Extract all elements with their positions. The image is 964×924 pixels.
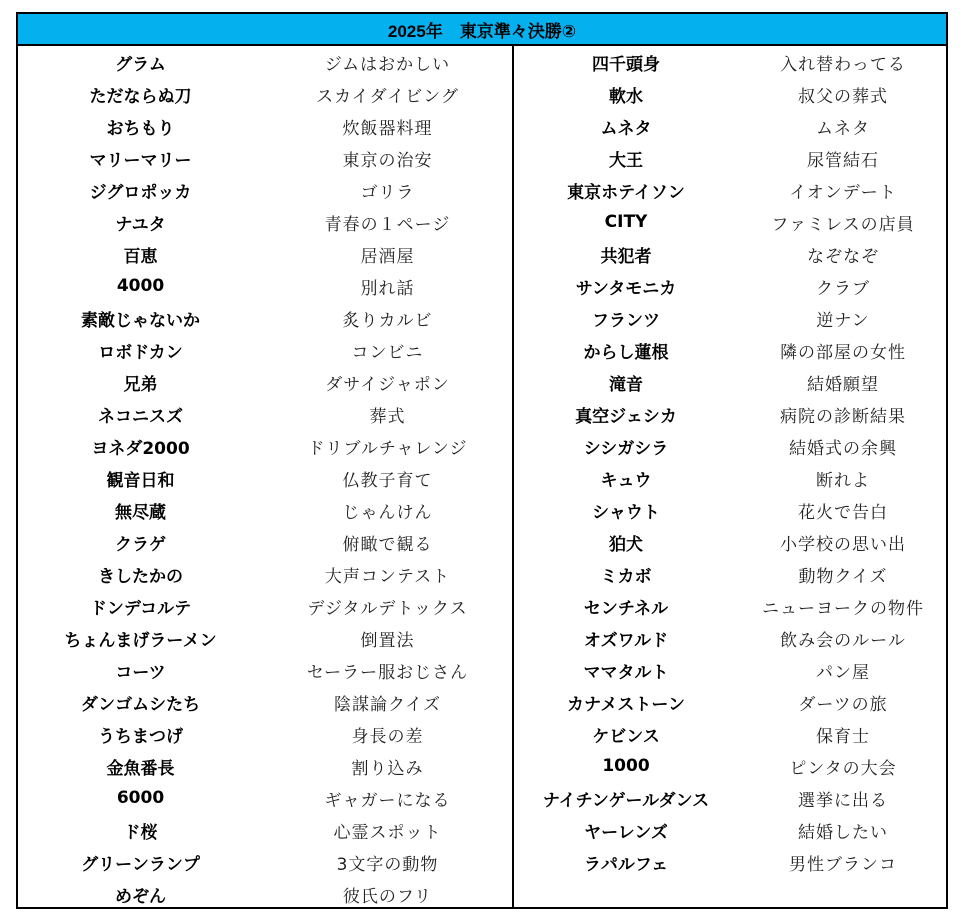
performer-name: ヤーレンズ (584, 822, 668, 843)
performer-name: ちょんまげラーメン (64, 630, 217, 651)
act-title: ギャガーになる (324, 790, 451, 811)
table-row (18, 142, 512, 174)
table-row (514, 558, 948, 590)
table-row (514, 302, 948, 334)
table-row (514, 238, 948, 270)
lineup-columns (18, 46, 946, 907)
act-title: 居酒屋 (360, 246, 415, 267)
table-row (514, 782, 948, 814)
performer-name: 真空ジェシカ (575, 406, 677, 427)
performer-name: クラゲ (115, 534, 166, 555)
table-row (18, 526, 512, 558)
act-title: パン屋 (816, 662, 870, 683)
table-row (514, 142, 948, 174)
performer-name: 6000 (116, 788, 165, 808)
table-row (18, 846, 512, 878)
table-row (514, 590, 948, 622)
performer-name: 兄弟 (123, 374, 158, 395)
lineup-sheet (16, 12, 948, 909)
table-row (18, 750, 512, 782)
performer-name: 共犯者 (600, 246, 652, 267)
performer-name: ケビンス (592, 726, 660, 747)
act-title: 叔父の葬式 (798, 86, 888, 107)
table-row (18, 462, 512, 494)
act-title: 心霊スポット (333, 822, 442, 843)
act-title: 別れ話 (360, 278, 415, 299)
act-title: 青春の１ページ (324, 214, 451, 235)
performer-name: ナイチンゲールダンス (542, 790, 710, 811)
act-title: 仏教子育て (342, 470, 433, 491)
table-row (514, 46, 948, 78)
act-title: クラブ (816, 278, 870, 299)
act-title: 東京の治安 (342, 150, 433, 171)
performer-name: 百恵 (123, 246, 158, 267)
table-row (18, 238, 512, 270)
table-row (514, 462, 948, 494)
act-title: 断れよ (816, 470, 870, 491)
act-title: 結婚式の余興 (789, 438, 897, 459)
table-row (514, 430, 948, 462)
act-title: 保育士 (816, 726, 870, 747)
performer-name: グリーンランプ (81, 854, 200, 875)
table-row (18, 686, 512, 718)
performer-name: ただならぬ刀 (89, 86, 192, 107)
table-row (18, 206, 512, 238)
performer-name: ミカボ (600, 566, 652, 587)
performer-name: ママタルト (583, 662, 669, 683)
table-row (18, 110, 512, 142)
act-title: 炙りカルビ (342, 310, 433, 331)
table-row (514, 78, 948, 110)
table-row (18, 494, 512, 526)
performer-name: めぞん (115, 886, 166, 907)
table-row (514, 846, 948, 878)
performer-name: センチネル (583, 598, 669, 619)
performer-name: おちもり (106, 118, 175, 139)
performer-name: 素敵じゃないか (81, 310, 200, 331)
table-row (18, 174, 512, 206)
performer-name: 軟水 (609, 86, 643, 107)
performer-name: ダンゴムシたち (80, 694, 201, 715)
performer-name: ジグロポッカ (89, 182, 192, 203)
performer-name: ロボドカン (98, 342, 183, 363)
table-row (514, 718, 948, 750)
table-row (18, 78, 512, 110)
act-title: 動物クイズ (798, 566, 888, 587)
table-row (18, 398, 512, 430)
left-column (18, 46, 514, 907)
act-title: 尿管結石 (807, 150, 879, 171)
performer-name: ムネタ (600, 118, 652, 139)
act-title: 俯瞰で観る (342, 534, 433, 555)
act-title: 倒置法 (360, 630, 415, 651)
act-title: 選挙に出る (798, 790, 888, 811)
act-title: スカイダイビング (316, 86, 459, 107)
table-row (18, 814, 512, 846)
table-row (18, 430, 512, 462)
performer-name: グラム (115, 54, 166, 75)
act-title: イオンデート (789, 182, 897, 203)
act-title: ジムはおかしい (324, 54, 451, 75)
act-title: 結婚願望 (807, 374, 879, 395)
table-row (514, 366, 948, 398)
performer-name: CITY (604, 212, 648, 232)
table-row (18, 622, 512, 654)
act-title: 男性ブランコ (789, 854, 897, 875)
performer-name: サンタモニカ (575, 278, 677, 299)
act-title: ゴリラ (360, 182, 415, 203)
performer-name: 観音日和 (106, 470, 175, 491)
performer-name: キュウ (600, 470, 652, 491)
act-title: 割り込み (351, 758, 424, 779)
performer-name: コーツ (115, 662, 166, 683)
table-row (18, 46, 512, 78)
table-row (18, 558, 512, 590)
act-title: なぞなぞ (807, 246, 879, 267)
act-title: ドリブルチャレンジ (307, 438, 468, 459)
performer-name: 滝音 (609, 374, 643, 395)
sheet-title: 2025年 東京準々決勝② (18, 14, 946, 46)
performer-name: 金魚番長 (106, 758, 175, 779)
table-row (514, 654, 948, 686)
right-column (514, 46, 948, 907)
act-title: じゃんけん (342, 502, 433, 523)
performer-name: うちまつげ (98, 726, 183, 747)
act-title: 隣の部屋の女性 (780, 342, 906, 363)
table-row (18, 302, 512, 334)
table-row (18, 654, 512, 686)
performer-name: ラパルフェ (583, 854, 669, 875)
performer-name: フランツ (592, 310, 660, 331)
act-title: 3文字の動物 (336, 854, 439, 875)
performer-name: ナユタ (115, 214, 166, 235)
act-title: ファミレスの店員 (771, 214, 915, 235)
act-title: 彼氏のフリ (342, 886, 433, 907)
performer-name: ヨネダ2000 (91, 438, 190, 459)
performer-name: 狛犬 (609, 534, 643, 555)
table-row (514, 686, 948, 718)
act-title: 小学校の思い出 (780, 534, 906, 555)
table-row (18, 366, 512, 398)
performer-name: きしたかの (98, 566, 183, 587)
act-title: デジタルデトックス (307, 598, 468, 619)
act-title: 飲み会のルール (780, 630, 906, 651)
performer-name: 4000 (116, 276, 165, 296)
act-title: セーラー服おじさん (306, 662, 469, 683)
table-row (514, 814, 948, 846)
act-title: ニューヨークの物件 (762, 598, 924, 619)
performer-name: シャウト (592, 502, 660, 523)
act-title: ピンタの大会 (789, 758, 897, 779)
table-row (514, 750, 948, 782)
act-title: 病院の診断結果 (780, 406, 906, 427)
performer-name: 四千頭身 (592, 54, 660, 75)
table-row (514, 110, 948, 142)
performer-name: 大王 (609, 150, 643, 171)
act-title: 大声コンテスト (324, 566, 451, 587)
table-row (514, 206, 948, 238)
table-row (514, 622, 948, 654)
act-title: 花火で告白 (798, 502, 888, 523)
performer-name: ド桜 (123, 822, 158, 843)
performer-name: カナメストーン (567, 694, 685, 715)
act-title: 結婚したい (798, 822, 888, 843)
performer-name: シシガシラ (583, 438, 669, 459)
act-title: 葬式 (369, 406, 406, 427)
table-row (514, 174, 948, 206)
performer-name: ネコニスズ (98, 406, 183, 427)
table-row (514, 494, 948, 526)
act-title: ダーツの旅 (798, 694, 888, 715)
table-row (18, 334, 512, 366)
table-row (18, 270, 512, 302)
table-row (18, 590, 512, 622)
table-row (514, 334, 948, 366)
table-row (18, 718, 512, 750)
act-title: 炊飯器料理 (342, 118, 433, 139)
act-title: 陰謀論クイズ (334, 694, 441, 715)
act-title: 逆ナン (816, 310, 870, 331)
table-row (514, 526, 948, 558)
performer-name: オズワルド (583, 630, 669, 651)
performer-name: ドンデコルテ (89, 598, 192, 619)
table-row (514, 398, 948, 430)
table-row (18, 782, 512, 814)
table-row (18, 878, 512, 910)
act-title: 入れ替わってる (780, 54, 906, 75)
act-title: コンビニ (351, 342, 424, 363)
performer-name: 1000 (602, 756, 650, 776)
table-row (514, 270, 948, 302)
performer-name: 東京ホテイソン (567, 182, 685, 203)
act-title: ダサイジャポン (325, 374, 450, 395)
performer-name: マリーマリー (89, 150, 192, 171)
act-title: ムネタ (816, 118, 870, 139)
act-title: 身長の差 (351, 726, 424, 747)
performer-name: からし蓮根 (583, 342, 669, 363)
performer-name: 無尽蔵 (115, 502, 166, 523)
